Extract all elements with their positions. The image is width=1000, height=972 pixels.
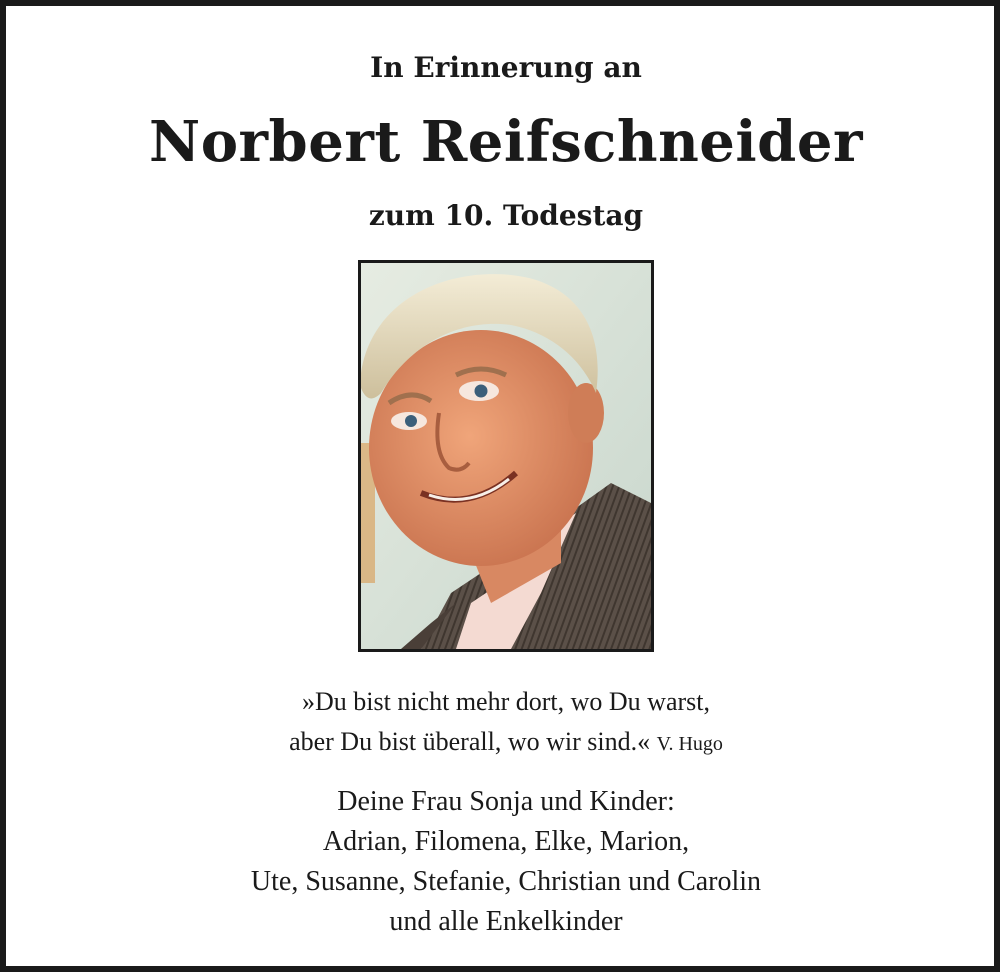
family-line: Deine Frau Sonja und Kinder: [337, 786, 675, 817]
quote-author: V. Hugo [656, 733, 723, 755]
portrait-photo [358, 260, 654, 652]
intro-text: In Erinnerung an [370, 51, 642, 84]
quote-line-2-text: aber Du bist überall, wo wir sind.« [289, 727, 651, 756]
deceased-name: Norbert Reifschneider [149, 109, 863, 175]
quote-line-2 [6, 722, 1000, 764]
family-line: Adrian, Filomena, Elke, Marion, [322, 826, 690, 857]
family-signature [6, 782, 1000, 942]
quote [6, 682, 1000, 764]
portrait-illustration [361, 263, 651, 649]
family-line: Ute, Susanne, Stefanie, Christian und Carolin [250, 866, 762, 897]
quote-line-1: »Du bist nicht mehr dort, wo Du warst, [301, 687, 710, 716]
anniversary-text: zum 10. Todestag [368, 199, 644, 232]
family-line: und alle Enkelkinder [389, 906, 623, 937]
